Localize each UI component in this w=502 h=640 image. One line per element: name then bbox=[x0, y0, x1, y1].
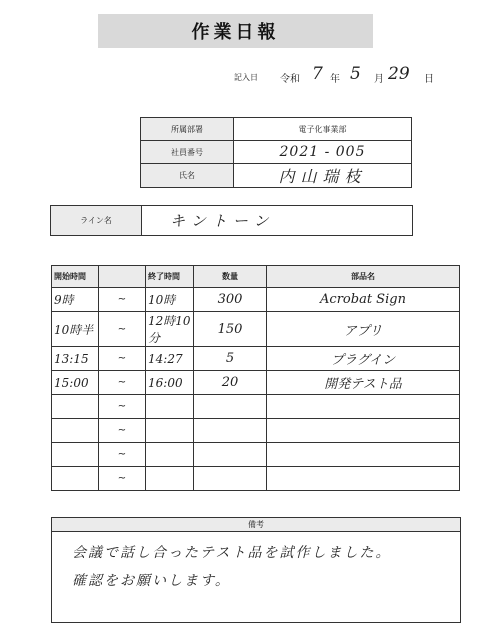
tilde: ~ bbox=[99, 467, 146, 491]
end-time bbox=[146, 443, 194, 467]
emp-label: 社員番号 bbox=[141, 141, 234, 164]
start-time: 9時 bbox=[52, 288, 99, 312]
part-name bbox=[267, 395, 460, 419]
tilde: ~ bbox=[99, 288, 146, 312]
quantity bbox=[194, 395, 267, 419]
start-time bbox=[52, 443, 99, 467]
page-title: 作業日報 bbox=[191, 22, 280, 43]
end-time: 16:00 bbox=[146, 371, 194, 395]
table-row bbox=[52, 288, 460, 312]
table-row bbox=[52, 312, 460, 347]
start-time: 15:00 bbox=[52, 371, 99, 395]
table-row bbox=[52, 467, 460, 491]
part-name: アプリ bbox=[267, 312, 460, 347]
dept-label: 所属部署 bbox=[141, 118, 234, 141]
quantity bbox=[194, 419, 267, 443]
line-label: ライン名 bbox=[51, 206, 142, 236]
date-row bbox=[234, 64, 464, 88]
name-label: 氏名 bbox=[141, 164, 234, 188]
tilde: ~ bbox=[99, 419, 146, 443]
line-value: キントーン bbox=[142, 206, 413, 236]
header-start: 開始時間 bbox=[52, 266, 99, 288]
date-year: 7 bbox=[312, 64, 323, 84]
quantity: 5 bbox=[194, 347, 267, 371]
part-name bbox=[267, 467, 460, 491]
memo-line-1: 会議で話し合ったテスト品を試作しました。 bbox=[72, 545, 392, 561]
table-row bbox=[52, 419, 460, 443]
header-qty: 数量 bbox=[194, 266, 267, 288]
info-row-name bbox=[141, 164, 412, 188]
start-time: 10時半 bbox=[52, 312, 99, 347]
name-value: 内山瑞枝 bbox=[234, 164, 412, 188]
date-month-unit: 月 bbox=[374, 74, 384, 85]
memo-label: 備考 bbox=[52, 518, 460, 532]
tilde: ~ bbox=[99, 347, 146, 371]
part-name bbox=[267, 419, 460, 443]
tilde: ~ bbox=[99, 443, 146, 467]
date-label: 記入日 bbox=[234, 73, 258, 82]
work-table-header bbox=[52, 266, 460, 288]
work-table bbox=[51, 265, 460, 491]
quantity: 300 bbox=[194, 288, 267, 312]
tilde: ~ bbox=[99, 395, 146, 419]
quantity: 150 bbox=[194, 312, 267, 347]
start-time bbox=[52, 467, 99, 491]
start-time: 13:15 bbox=[52, 347, 99, 371]
memo-line-2: 確認をお願いします。 bbox=[72, 573, 231, 589]
table-row bbox=[52, 347, 460, 371]
end-time bbox=[146, 395, 194, 419]
table-row bbox=[52, 371, 460, 395]
tilde: ~ bbox=[99, 371, 146, 395]
date-month: 5 bbox=[350, 64, 361, 84]
date-year-unit: 年 bbox=[330, 74, 340, 85]
header-end: 終了時間 bbox=[146, 266, 194, 288]
end-time bbox=[146, 419, 194, 443]
part-name: 開発テスト品 bbox=[267, 371, 460, 395]
emp-value: 2021 - 005 bbox=[234, 141, 412, 164]
date-era: 令和 bbox=[280, 74, 300, 85]
quantity bbox=[194, 467, 267, 491]
line-table bbox=[50, 205, 413, 236]
info-row-emp bbox=[141, 141, 412, 164]
table-row bbox=[52, 443, 460, 467]
end-time bbox=[146, 467, 194, 491]
header-blank bbox=[99, 266, 146, 288]
dept-value: 電子化事業部 bbox=[234, 118, 412, 141]
end-time: 14:27 bbox=[146, 347, 194, 371]
date-day: 29 bbox=[388, 64, 410, 84]
quantity bbox=[194, 443, 267, 467]
tilde: ~ bbox=[99, 312, 146, 347]
end-time: 12時10分 bbox=[146, 312, 194, 347]
part-name: プラグイン bbox=[267, 347, 460, 371]
quantity: 20 bbox=[194, 371, 267, 395]
header-part: 部品名 bbox=[267, 266, 460, 288]
part-name bbox=[267, 443, 460, 467]
start-time bbox=[52, 395, 99, 419]
date-day-unit: 日 bbox=[424, 74, 434, 85]
memo-box bbox=[51, 517, 461, 623]
start-time bbox=[52, 419, 99, 443]
info-table bbox=[140, 117, 412, 188]
table-row bbox=[52, 395, 460, 419]
part-name: Acrobat Sign bbox=[267, 288, 460, 312]
line-row bbox=[51, 206, 413, 236]
title-band bbox=[98, 14, 373, 48]
info-row-dept bbox=[141, 118, 412, 141]
end-time: 10時 bbox=[146, 288, 194, 312]
